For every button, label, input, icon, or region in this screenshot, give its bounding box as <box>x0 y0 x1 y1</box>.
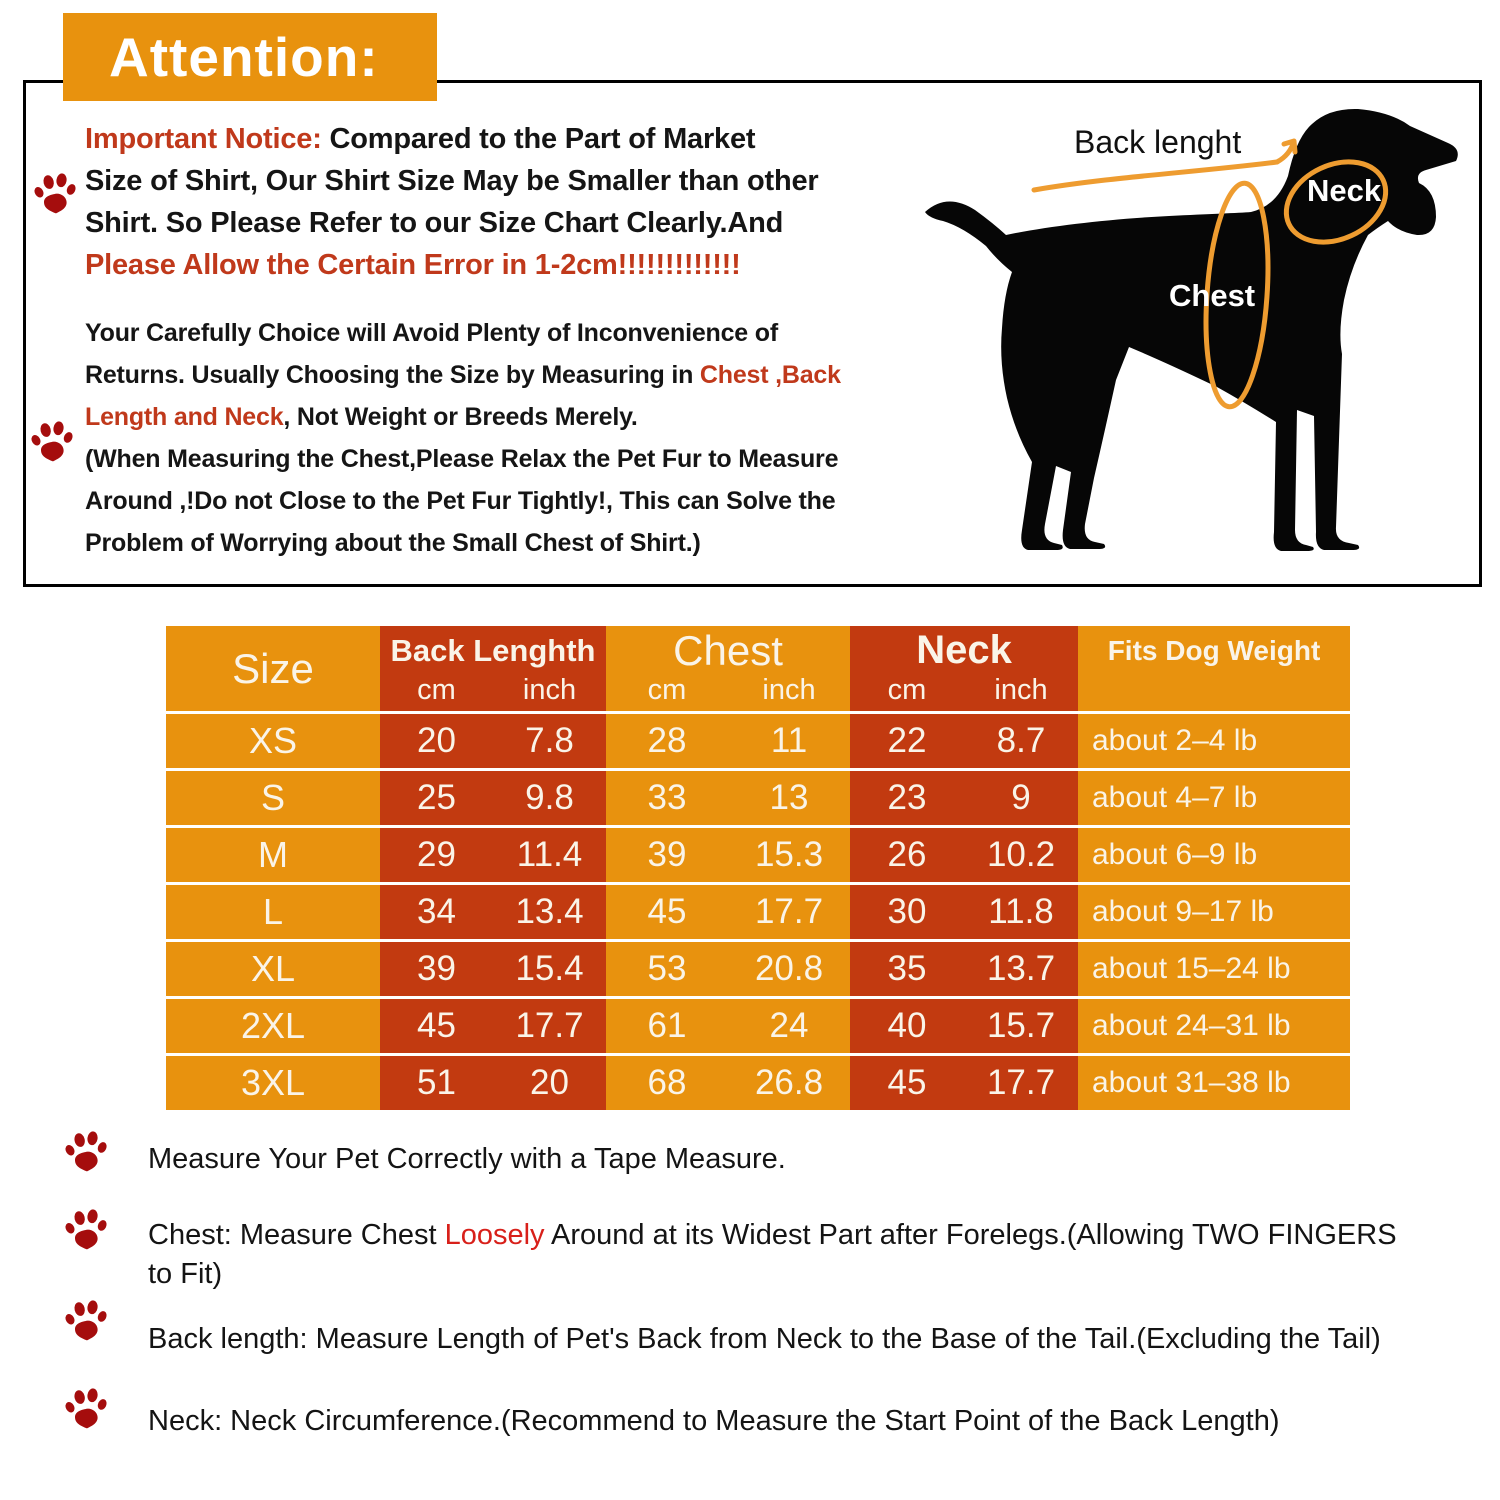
chest-label: Chest <box>1169 278 1256 313</box>
attention-title: Attention: <box>109 26 379 88</box>
note-back-length: Back length: Measure Length of Pet's Back from Neck to the Base of the Tail.(Excluding the Tail) <box>148 1323 1381 1355</box>
neck-inch-value: 17.7 <box>964 1056 1078 1110</box>
header-back-label: Back Lenghth <box>390 632 596 668</box>
neck-inch-value: 8.7 <box>964 714 1078 768</box>
neck-inch-value: 13.7 <box>964 942 1078 996</box>
size-value: M <box>166 828 380 882</box>
weight-value: about 4–7 lb <box>1078 771 1350 825</box>
header-weight-label: Fits Dog Weight <box>1107 634 1321 666</box>
chest-inch-value: 17.7 <box>728 885 850 939</box>
chest-cm-value: 61 <box>606 999 728 1053</box>
note-chest-line2: to Fit) <box>148 1258 223 1290</box>
table-row <box>166 885 1350 942</box>
note-text: Around at its Widest Part after Forelegs.(Allowing TWO FINGERS <box>544 1219 1397 1251</box>
header-chest-units <box>606 675 850 711</box>
back-inch-value: 15.4 <box>493 942 606 996</box>
dog-measurement-diagram <box>898 80 1500 600</box>
header-chest-label: Chest <box>673 626 783 674</box>
chest-inch-value: 11 <box>728 714 850 768</box>
weight-value: about 2–4 lb <box>1078 714 1350 768</box>
back-cm-value: 29 <box>380 828 493 882</box>
advice-line: Problem of Worrying about the Small Chest of Shirt.) <box>85 529 701 557</box>
neck-cm-value: 22 <box>850 714 964 768</box>
table-row <box>166 999 1350 1056</box>
back-inch-value: 9.8 <box>493 771 606 825</box>
chest-inch-value: 15.3 <box>728 828 850 882</box>
unit-inch-label: inch <box>762 674 816 706</box>
chest-cm-value: 53 <box>606 942 728 996</box>
back-cm-value: 45 <box>380 999 493 1053</box>
unit-cm-label: cm <box>887 674 927 706</box>
size-value: L <box>166 885 380 939</box>
header-neck-units <box>850 675 1078 711</box>
advice-highlight: Length and Neck <box>85 403 284 431</box>
header-size-label: Size <box>232 644 314 692</box>
size-value: S <box>166 771 380 825</box>
header-weight-units <box>1078 675 1350 711</box>
notice-line-error: Please Allow the Certain Error in 1-2cm!!!!!!!!!!!!! <box>85 249 741 281</box>
back-cm-value: 51 <box>380 1056 493 1110</box>
back-inch-value: 7.8 <box>493 714 606 768</box>
table-row <box>166 1056 1350 1113</box>
advice-text: Returns. Usually Choosing the Size by Measuring in <box>85 361 700 389</box>
important-notice-paragraph <box>85 118 935 286</box>
header-weight <box>1078 626 1350 711</box>
advice-line: Around ,!Do not Close to the Pet Fur Tightly!, This can Solve the <box>85 487 836 515</box>
paw-icon <box>64 1385 110 1435</box>
chest-inch-value: 13 <box>728 771 850 825</box>
size-value: 3XL <box>166 1056 380 1110</box>
header-size <box>166 626 380 711</box>
paw-icon <box>30 418 76 468</box>
weight-value: about 31–38 lb <box>1078 1056 1350 1110</box>
back-length-label: Back lenght <box>1074 124 1242 160</box>
chest-cm-value: 28 <box>606 714 728 768</box>
neck-label: Neck <box>1307 173 1382 208</box>
unit-cm-label: cm <box>417 674 456 706</box>
notice-line: Shirt. So Please Refer to our Size Chart Clearly.And <box>85 207 784 239</box>
neck-inch-value: 10.2 <box>964 828 1078 882</box>
paw-icon <box>64 1206 110 1256</box>
note-chest <box>148 1216 1397 1294</box>
note-highlight: Loosely <box>444 1219 545 1251</box>
size-chart-rows <box>166 714 1350 1113</box>
size-value: XL <box>166 942 380 996</box>
table-row <box>166 942 1350 999</box>
weight-value: about 15–24 lb <box>1078 942 1350 996</box>
weight-value: about 6–9 lb <box>1078 828 1350 882</box>
note-neck: Neck: Neck Circumference.(Recommend to Measure the Start Point of the Back Length) <box>148 1405 1280 1437</box>
attention-banner <box>63 13 437 101</box>
size-value: 2XL <box>166 999 380 1053</box>
unit-cm-label: cm <box>647 674 687 706</box>
chest-cm-value: 33 <box>606 771 728 825</box>
neck-inch-value: 15.7 <box>964 999 1078 1053</box>
unit-inch-label: inch <box>994 674 1048 706</box>
advice-highlight: Chest ,Back <box>699 361 841 389</box>
table-row <box>166 771 1350 828</box>
back-cm-value: 34 <box>380 885 493 939</box>
back-cm-value: 20 <box>380 714 493 768</box>
unit-inch-label: inch <box>522 674 577 706</box>
notice-line <box>85 118 935 160</box>
chest-cm-value: 68 <box>606 1056 728 1110</box>
back-length-arrow <box>1277 141 1295 162</box>
back-inch-value: 20 <box>493 1056 606 1110</box>
neck-cm-value: 26 <box>850 828 964 882</box>
chest-cm-value: 45 <box>606 885 728 939</box>
header-back-units <box>380 675 606 711</box>
table-row <box>166 714 1350 771</box>
back-inch-value: 13.4 <box>493 885 606 939</box>
note-text: Chest: Measure Chest <box>148 1219 445 1251</box>
advice-paragraph <box>85 312 965 564</box>
header-back-length <box>380 626 606 711</box>
size-chart-table <box>166 626 1350 1113</box>
back-cm-value: 25 <box>380 771 493 825</box>
neck-cm-value: 35 <box>850 942 964 996</box>
header-neck-label: Neck <box>916 628 1012 672</box>
back-cm-value: 39 <box>380 942 493 996</box>
paw-icon <box>64 1297 110 1347</box>
chest-inch-value: 24 <box>728 999 850 1053</box>
note-chest-line1 <box>148 1216 1397 1255</box>
back-inch-value: 11.4 <box>493 828 606 882</box>
note-tape-measure: Measure Your Pet Correctly with a Tape Measure. <box>148 1143 786 1175</box>
neck-cm-value: 30 <box>850 885 964 939</box>
table-row <box>166 828 1350 885</box>
size-value: XS <box>166 714 380 768</box>
chest-cm-value: 39 <box>606 828 728 882</box>
notice-label: Important Notice: <box>85 123 330 155</box>
advice-line: Your Carefully Choice will Avoid Plenty of Inconvenience of <box>85 319 778 347</box>
neck-cm-value: 23 <box>850 771 964 825</box>
notice-text: Compared to the Part of Market <box>329 123 756 155</box>
neck-inch-value: 9 <box>964 771 1078 825</box>
paw-icon <box>33 170 79 220</box>
weight-value: about 9–17 lb <box>1078 885 1350 939</box>
header-neck <box>850 626 1078 711</box>
chest-inch-value: 20.8 <box>728 942 850 996</box>
weight-value: about 24–31 lb <box>1078 999 1350 1053</box>
advice-line <box>85 396 965 438</box>
notice-line: Size of Shirt, Our Shirt Size May be Smaller than other <box>85 165 819 197</box>
size-chart-header <box>166 626 1350 714</box>
advice-text: , Not Weight or Breeds Merely. <box>283 403 638 431</box>
neck-cm-value: 40 <box>850 999 964 1053</box>
neck-cm-value: 45 <box>850 1056 964 1110</box>
advice-line <box>85 354 965 396</box>
header-chest <box>606 626 850 711</box>
neck-inch-value: 11.8 <box>964 885 1078 939</box>
chest-inch-value: 26.8 <box>728 1056 850 1110</box>
paw-icon <box>64 1128 110 1178</box>
advice-line: (When Measuring the Chest,Please Relax the Pet Fur to Measure <box>85 445 839 473</box>
back-inch-value: 17.7 <box>493 999 606 1053</box>
